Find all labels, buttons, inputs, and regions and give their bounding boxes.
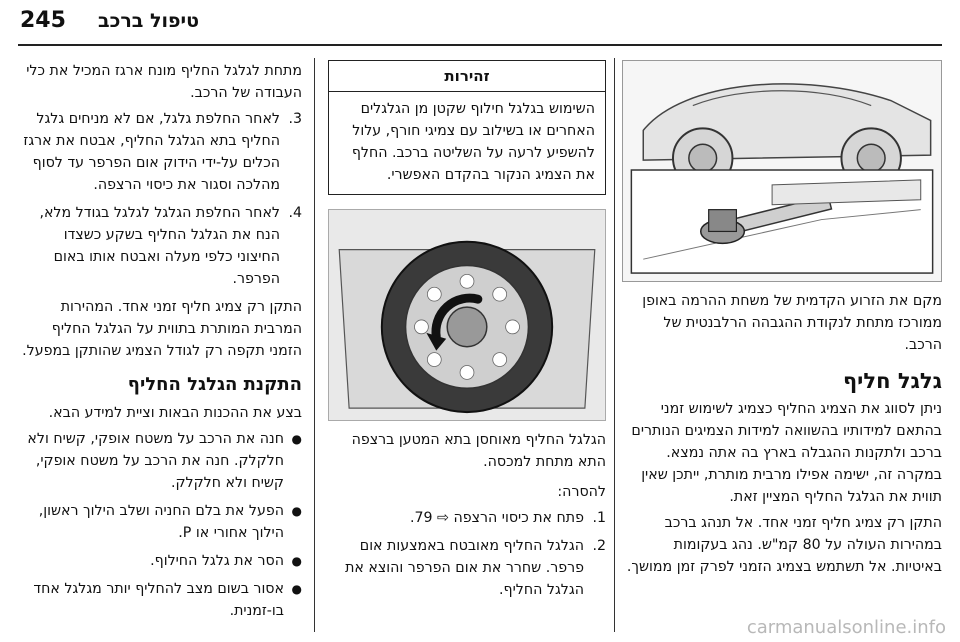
car-lift-figure xyxy=(623,61,941,281)
figure-caption: הגלגל החליף מאוחסן בתא המטען ברצפה התא מתחת למכסה. xyxy=(351,432,606,470)
step-text: פתח את כיסוי הרצפה ⇨ 79. xyxy=(409,510,584,526)
section-title: טיפול ברכב xyxy=(98,10,200,32)
bullet-text: הסר את גלגל החילוף. xyxy=(150,553,284,569)
bullet-text: הפעל את בלם החניה ושלב הילוך ראשון, הילוך אחורי או P. xyxy=(38,503,284,541)
warning-box xyxy=(328,60,606,195)
bullet-text: אסור בשום מצב להחליף יותר מגלגל אחד בו-זמנית. xyxy=(33,581,284,619)
step-number: 4. xyxy=(288,205,302,221)
list-item xyxy=(328,535,606,601)
list-item xyxy=(20,550,302,572)
right-column xyxy=(622,60,942,628)
bullet-icon: ● xyxy=(291,504,302,518)
paragraph: ניתן לסווג את הצמיג החליף כצמיג לשימוש זמני בהתאם למידותיו בהשוואה למידות הצמיגים הנותרים ברכב ולתקנות ההגבלה בארץ בה אתה נמצא. במקרה זה, ישימה אפילו מרבית מותרת, ייתכן שאין תווית את הגלגל החליף המציין זאת. xyxy=(631,401,942,505)
bullet-icon: ● xyxy=(291,554,302,568)
step-number: 3. xyxy=(288,111,302,127)
step-text: לאחר החלפת גלגל, אם לא מניחים גלגל החליף בתא הגלגל החליף, אבטח את ארגז הכלים על-ידי הידוק אום הפרפר עד לסוף מהלכה וסגור את כיסוי הרצפה. xyxy=(23,111,280,193)
spare-tire-illustration xyxy=(328,209,606,421)
mounting-heading: התקנת הגלגל החליף xyxy=(127,374,302,395)
page-header xyxy=(0,0,960,46)
warning-text: השימוש בגלגל חילוף שקטן מן הגלגלים האחרים או בשילוב עם צמיגי חורף, עלול להשפיע לרעה על השליטה ברכב. החלף את הצמיג הנקור בהקדם האפשרי. xyxy=(351,101,595,183)
jack-lift-illustration xyxy=(622,60,942,282)
bullet-icon: ● xyxy=(291,582,302,596)
storage-steps xyxy=(20,108,302,290)
list-item xyxy=(20,578,302,622)
middle-column xyxy=(328,60,606,628)
bullet-text: חנה את הרכב על משטח אופקי, קשיח ולא חלקלק. חנה את הרכב על משטח אופקי, קשיח ולא חלקלק. xyxy=(27,431,284,491)
left-column xyxy=(20,60,302,628)
figure-caption: מקם את הזרוע הקדמית של משחת ההרמה באופן ממורכז מתחת לנקודת ההגבהה הרלבנטית של הרכב. xyxy=(642,293,942,353)
column-divider xyxy=(314,58,315,632)
bullet-icon: ● xyxy=(291,432,302,446)
list-item xyxy=(20,108,302,196)
list-item xyxy=(328,507,606,529)
header-divider xyxy=(18,44,942,46)
list-item xyxy=(20,500,302,544)
watermark[interactable]: carmanualsonline.info xyxy=(746,617,946,638)
column-divider xyxy=(614,58,615,632)
step-number: 1. xyxy=(592,510,606,526)
removal-label: להסרה: xyxy=(557,484,606,500)
paragraph: התקן רק צמיג חליף זמני אחד. המהירות המרבית המותרת בתווית על הגלגל החליף הזמני תקפה רק לגודל הצמיג שהותקן במפעל. xyxy=(22,299,302,359)
removal-steps xyxy=(328,507,606,601)
preparation-list xyxy=(20,428,302,622)
paragraph: מתחת לגלגל החליף מונח ארגז המכיל את כלי העבודה של הרכב. xyxy=(26,63,302,101)
step-text: הגלגל החליף מאובטח באמצעות אום פרפר. שחרר את אום הפרפר והוצא את הגלגל החליף. xyxy=(345,538,584,598)
warning-title: זהירות xyxy=(329,61,605,92)
list-item xyxy=(20,202,302,290)
list-item xyxy=(20,428,302,494)
spare-wheel-heading: גלגל חליף xyxy=(843,369,942,393)
paragraph: התקן רק צמיג חליף זמני אחד. אל תנהג ברכב במהירות העולה על 80 קמ"ש. נהג בעקומות באיטיות. אל תשתמש בצמיג הזמני לפרק זמן ממושך. xyxy=(626,515,942,575)
spare-tire-figure xyxy=(329,210,605,420)
page-number: 245 xyxy=(20,8,66,33)
step-text: לאחר החלפת הגלגל לגלגל בגודל מלא, הנח את הגלגל החליף בשקע כשצדו החיצוני כלפי מעלה ואבטח אותו באום הפרפר. xyxy=(39,205,280,287)
instruction-text: בצע את ההכנות הבאות וציית למידע הבא. xyxy=(48,405,302,421)
step-number: 2. xyxy=(592,538,606,554)
